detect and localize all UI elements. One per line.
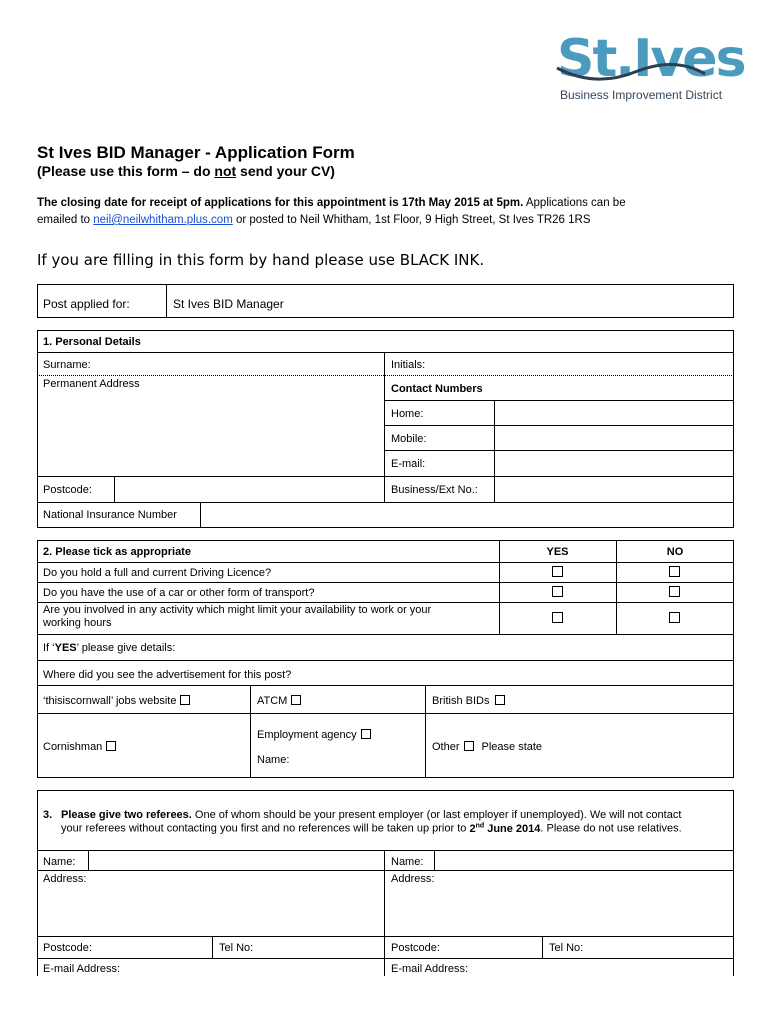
no-header: NO [666, 546, 684, 558]
q-activity-line1: Are you involved in any activity which might limit your availability to work or your [43, 604, 432, 616]
date-rest: June 2014 [484, 822, 541, 835]
opt2-label: ATCM [257, 695, 288, 707]
opt5-checkbox[interactable] [106, 741, 116, 751]
referees-num: 3. [43, 809, 53, 821]
agency-name-label[interactable]: Name: [257, 754, 290, 766]
opt2-checkbox[interactable] [291, 695, 301, 705]
opt-other[interactable] [426, 738, 548, 756]
opt5-label: Cornishman [43, 741, 103, 753]
q-activity-line2: working hours [43, 617, 112, 629]
closing-rest2b: or posted to Neil Whitham, 1st Floor, 9 High Street, St Ives TR26 1RS [232, 214, 591, 226]
ref1-email-label[interactable]: E-mail Address: [43, 963, 121, 975]
tick-heading: 2. Please tick as appropriate [43, 546, 191, 558]
subtitle-not: not [214, 163, 237, 179]
ref2-name-label[interactable]: Name: [391, 856, 424, 868]
opt6-state: Please state [481, 741, 543, 753]
ref1-postcode-label[interactable]: Postcode: [43, 942, 92, 954]
opt3-checkbox[interactable] [495, 695, 505, 705]
closing-rest2a: emailed to [37, 214, 94, 226]
post-box [37, 284, 734, 318]
opt6-checkbox[interactable] [464, 741, 474, 751]
ref2-address-label[interactable]: Address: [391, 873, 435, 885]
home-label[interactable]: Home: [391, 408, 424, 420]
referees-bold: Please give two referees. [61, 809, 192, 821]
opt6-label: Other [432, 741, 460, 753]
closing-date-line2 [37, 214, 591, 226]
opt-employment-agency[interactable] [251, 726, 377, 744]
if-yes: YES [54, 642, 77, 654]
contact-numbers: Contact Numbers [391, 383, 483, 395]
q2-no-checkbox[interactable] [669, 586, 680, 597]
if-yes-details[interactable] [37, 639, 181, 657]
ref2-postcode-label[interactable]: Postcode: [391, 942, 440, 954]
opt-cornishman[interactable] [37, 738, 122, 756]
ref1-name-label[interactable]: Name: [43, 856, 76, 868]
closing-date-line1 [37, 197, 626, 209]
ref2-tel-label[interactable]: Tel No: [549, 942, 584, 954]
opt4-label: Employment agency [257, 729, 357, 741]
subtitle-pre: (Please use this form – do [37, 163, 215, 179]
q2-yes-checkbox[interactable] [552, 586, 563, 597]
opt1-label: ‘thisiscornwall’ jobs website [43, 695, 177, 707]
personal-heading: 1. Personal Details [43, 336, 141, 348]
opt-british-bids[interactable] [426, 692, 511, 710]
if-post: ’ please give details: [76, 642, 176, 654]
q-transport: Do you have the use of a car or other form of transport? [43, 587, 315, 599]
ref1-tel-label[interactable]: Tel No: [219, 942, 254, 954]
logo [555, 28, 755, 108]
q1-no-checkbox[interactable] [669, 566, 680, 577]
opt1-checkbox[interactable] [180, 695, 190, 705]
mobile-label[interactable]: Mobile: [391, 433, 427, 445]
q-driving-licence: Do you hold a full and current Driving Licence? [43, 567, 272, 579]
surname-label[interactable]: Surname: [43, 359, 91, 371]
ref2-email-label[interactable]: E-mail Address: [391, 963, 469, 975]
date-sup: nd [475, 822, 485, 829]
postcode-label[interactable]: Postcode: [43, 484, 92, 496]
logo-subtitle: Business Improvement District [560, 88, 723, 102]
initials-label[interactable]: Initials: [391, 359, 426, 371]
date-num: 2 [469, 822, 476, 835]
closing-bold: The closing date for receipt of applications for this appointment is 17th May 2015 at 5pm. [37, 197, 524, 209]
ni-label[interactable]: National Insurance Number [43, 509, 177, 521]
subtitle-post: send your CV) [236, 163, 335, 179]
post-value[interactable]: St Ives BID Manager [173, 297, 284, 311]
opt4-checkbox[interactable] [361, 729, 371, 739]
logo-mark [555, 28, 755, 84]
svg-text:St.Ives: St.Ives [557, 29, 745, 84]
where-advert: Where did you see the advertisement for this post? [43, 669, 292, 681]
post-label: Post applied for: [43, 297, 130, 311]
yes-header: YES [546, 546, 569, 558]
q1-yes-checkbox[interactable] [552, 566, 563, 577]
page-title: St Ives BID Manager - Application Form [37, 143, 355, 162]
black-ink-note: If you are filling in this form by hand please use BLACK INK. [37, 251, 485, 269]
email-label[interactable]: E-mail: [391, 458, 426, 470]
opt-atcm[interactable] [251, 692, 307, 710]
business-label[interactable]: Business/Ext No.: [391, 484, 478, 496]
address-label[interactable]: Permanent Address [43, 378, 140, 390]
email-link[interactable]: neil@neilwhitham.plus.com [93, 214, 233, 226]
if-pre: If ‘ [43, 642, 55, 654]
referees-text1: One of whom should be your present employer (or last employer if unemployed). We will not contact [191, 809, 682, 821]
q3-yes-checkbox[interactable] [552, 612, 563, 623]
opt-thisiscornwall[interactable] [37, 692, 196, 710]
referees-intro-line2 [55, 819, 688, 838]
closing-rest1: Applications can be [523, 197, 626, 209]
q3-no-checkbox[interactable] [669, 612, 680, 623]
page-subtitle [37, 163, 335, 179]
referees-text2b: . Please do not use relatives. [540, 822, 682, 835]
ref1-address-label[interactable]: Address: [43, 873, 87, 885]
referees-text2a: your referees without contacting you first and no references will be taken up prior to [61, 822, 470, 835]
referees-date [469, 823, 540, 835]
opt3-label: British BIDs [432, 695, 490, 707]
